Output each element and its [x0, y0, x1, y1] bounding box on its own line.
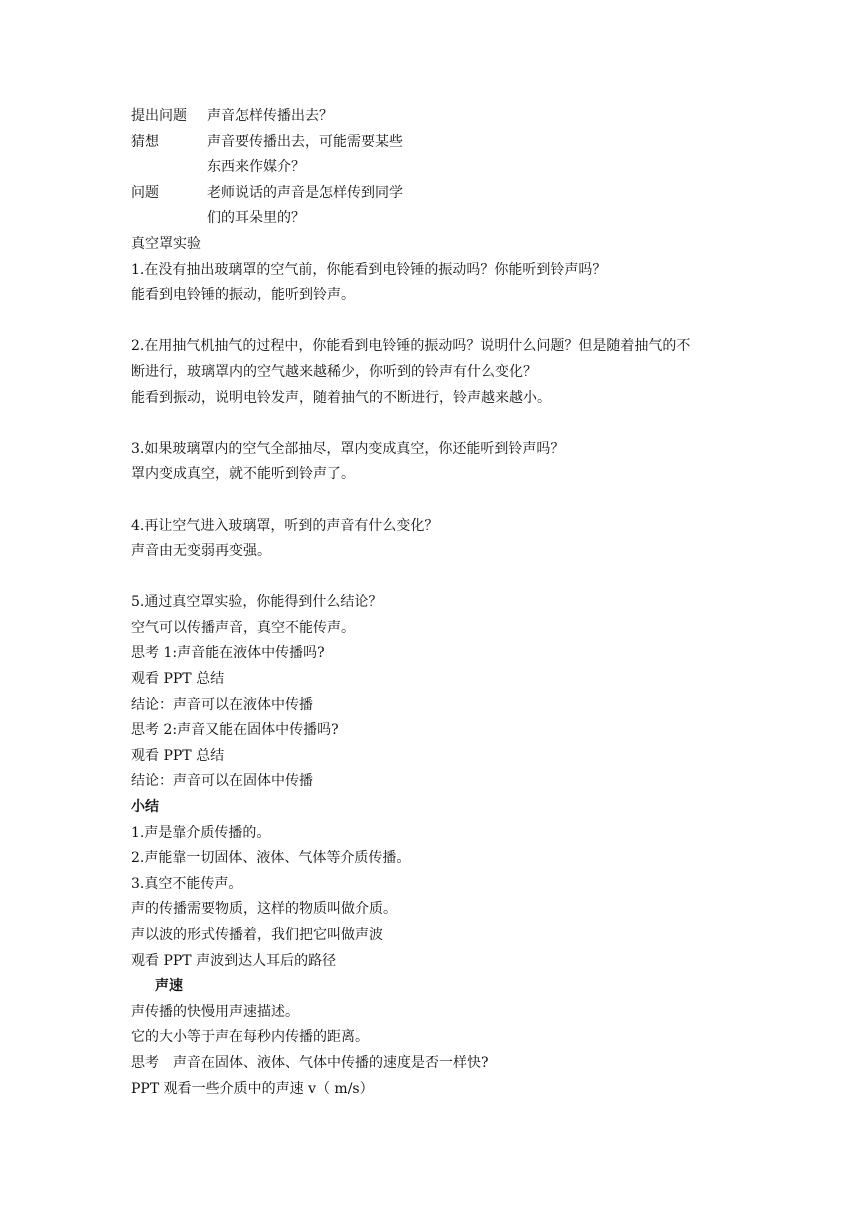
- summary-item: 1.声是靠介质传播的。: [131, 824, 271, 841]
- blank-line: [131, 565, 751, 591]
- header-row-problem-cont: [131, 206, 751, 232]
- header-row-guess: [131, 130, 751, 156]
- think1-conclusion: 结论：声音可以在液体中传播: [131, 696, 313, 713]
- summary-item: 3.真空不能传声。: [131, 875, 243, 892]
- speed-line: PPT 观看一些介质中的声速 v（ m/s）: [131, 1080, 374, 1097]
- speed-line: 声传播的快慢用声速描述。: [131, 1003, 299, 1020]
- header-label: 猜想: [131, 133, 159, 150]
- header-label: [131, 206, 207, 232]
- document-content: [131, 104, 751, 1102]
- header-label: 问题: [131, 184, 159, 201]
- think2-question: 思考 2:声音又能在固体中传播吗?: [131, 722, 339, 739]
- header-text: 声音要传播出去，可能需要某些: [207, 133, 403, 150]
- q2-question-line1: 2.在用抽气机抽气的过程中，你能看到电铃锤的振动吗？说明什么问题？但是随着抽气的不: [131, 338, 691, 355]
- blank-line: [131, 411, 751, 437]
- header-row-problem: [131, 181, 751, 207]
- blank-line: [131, 309, 751, 335]
- header-text: 东西来作媒介？: [207, 159, 305, 176]
- think1-question: 思考 1:声音能在液体中传播吗?: [131, 645, 325, 662]
- summary-item: 观看 PPT 声波到达人耳后的路径: [131, 952, 337, 969]
- q1-question: 1.在没有抽出玻璃罩的空气前，你能看到电铃锤的振动吗？你能听到铃声吗？: [131, 261, 607, 278]
- header-label: [131, 155, 207, 181]
- q1-answer: 能看到电铃锤的振动，能听到铃声。: [131, 287, 355, 304]
- think2-conclusion: 结论：声音可以在固体中传播: [131, 773, 313, 790]
- think2-watch: 观看 PPT 总结: [131, 747, 225, 764]
- header-text: 老师说话的声音是怎样传到同学: [207, 184, 403, 201]
- q5-answer: 空气可以传播声音，真空不能传声。: [131, 619, 355, 636]
- q3-question: 3.如果玻璃罩内的空气全部抽尽，罩内变成真空，你还能听到铃声吗？: [131, 440, 565, 457]
- q4-answer: 声音由无变弱再变强。: [131, 543, 271, 560]
- q3-answer: 罩内变成真空，就不能听到铃声了。: [131, 466, 355, 483]
- blank-line: [131, 488, 751, 514]
- speed-line: 思考 声音在固体、液体、气体中传播的速度是否一样快?: [131, 1054, 489, 1071]
- summary-item: 2.声能靠一切固体、液体、气体等介质传播。: [131, 850, 411, 867]
- header-label: 提出问题: [131, 108, 187, 124]
- q5-question: 5.通过真空罩实验，你能得到什么结论？: [131, 594, 383, 611]
- experiment-title: 真空罩实验: [131, 235, 201, 252]
- q2-question-line2: 断进行，玻璃罩内的空气越来越稀少，你听到的铃声有什么变化？: [131, 363, 537, 380]
- header-row-question: [131, 104, 751, 130]
- header-text: 声音怎样传播出去？: [207, 108, 333, 124]
- q4-question: 4.再让空气进入玻璃罩，听到的声音有什么变化？: [131, 517, 439, 534]
- header-text: 们的耳朵里的？: [207, 210, 305, 227]
- q2-answer: 能看到振动，说明电铃发声，随着抽气的不断进行，铃声越来越小。: [131, 389, 551, 406]
- think1-watch: 观看 PPT 总结: [131, 671, 225, 688]
- speed-line: 它的大小等于声在每秒内传播的距离。: [131, 1029, 369, 1046]
- speed-title: 声速: [155, 978, 183, 995]
- summary-title: 小结: [131, 799, 159, 816]
- header-row-guess-cont: [131, 155, 751, 181]
- summary-item: 声的传播需要物质，这样的物质叫做介质。: [131, 901, 397, 918]
- summary-item: 声以波的形式传播着，我们把它叫做声波: [131, 927, 383, 943]
